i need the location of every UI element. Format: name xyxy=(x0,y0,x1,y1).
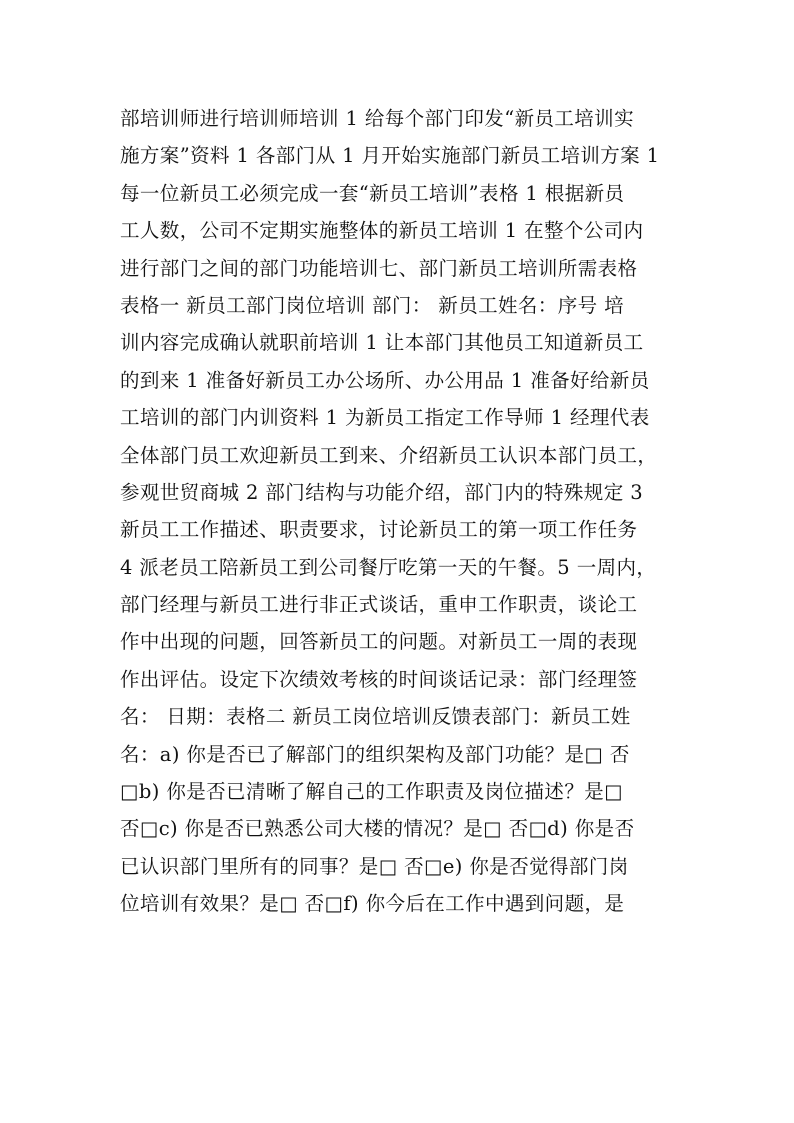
text-line: 施方案”资料 1 各部门从 1 月开始实施部门新员工培训方案 1 xyxy=(120,144,660,168)
text-line: 部培训师进行培训师培训 1 给每个部门印发“新员工培训实 xyxy=(120,107,634,130)
text-line: 表格一 新员工部门岗位培训 部门： 新员工姓名：序号 培 xyxy=(120,293,624,317)
text-line: 位培训有效果？是□ 否□f) 你今后在工作中遇到问题，是 xyxy=(120,892,625,916)
text-line: 进行部门之间的部门功能培训七、部门新员工培训所需表格 xyxy=(120,256,638,280)
text-line: 工人数，公司不定期实施整体的新员工培训 1 在整个公司内 xyxy=(120,219,644,243)
text-line: 训内容完成确认就职前培训 1 让本部门其他员工知道新员工 xyxy=(120,331,644,355)
text-line: □b) 你是否已清晰了解自己的工作职责及岗位描述？是□ xyxy=(120,780,623,804)
text-line: 否□c) 你是否已熟悉公司大楼的情况？是□ 否□d) 你是否 xyxy=(120,817,635,841)
text-line: 参观世贸商城 2 部门结构与功能介绍，部门内的特殊规定 3 xyxy=(120,480,644,504)
text-line: 名： 日期：表格二 新员工岗位培训反馈表部门：新员工姓 xyxy=(120,705,631,729)
text-line: 新员工工作描述、职责要求，讨论新员工的第一项工作任务 xyxy=(120,518,638,542)
text-line: 每一位新员工必须完成一套“新员工培训”表格 1 根据新员 xyxy=(120,181,625,205)
document-body xyxy=(120,100,680,923)
text-line: 工培训的部门内训资料 1 为新员工指定工作导师 1 经理代表 xyxy=(120,406,650,430)
text-line: 4 派老员工陪新员工到公司餐厅吃第一天的午餐。5 一周内， xyxy=(120,555,657,579)
text-line: 部门经理与新员工进行非正式谈话，重申工作职责，谈论工 xyxy=(120,593,638,617)
text-line: 作出评估。设定下次绩效考核的时间谈话记录：部门经理签 xyxy=(120,667,638,691)
text-line: 全体部门员工欢迎新员工到来、介绍新员工认识本部门员工， xyxy=(120,443,658,467)
text-line: 作中出现的问题，回答新员工的问题。对新员工一周的表现 xyxy=(120,630,638,654)
text-line: 已认识部门里所有的同事？是□ 否□e) 你是否觉得部门岗 xyxy=(120,854,629,878)
text-line: 的到来 1 准备好新员工办公场所、办公用品 1 准备好给新员 xyxy=(120,368,650,392)
text-line: 名：a) 你是否已了解部门的组织架构及部门功能？是□ 否 xyxy=(120,742,630,766)
